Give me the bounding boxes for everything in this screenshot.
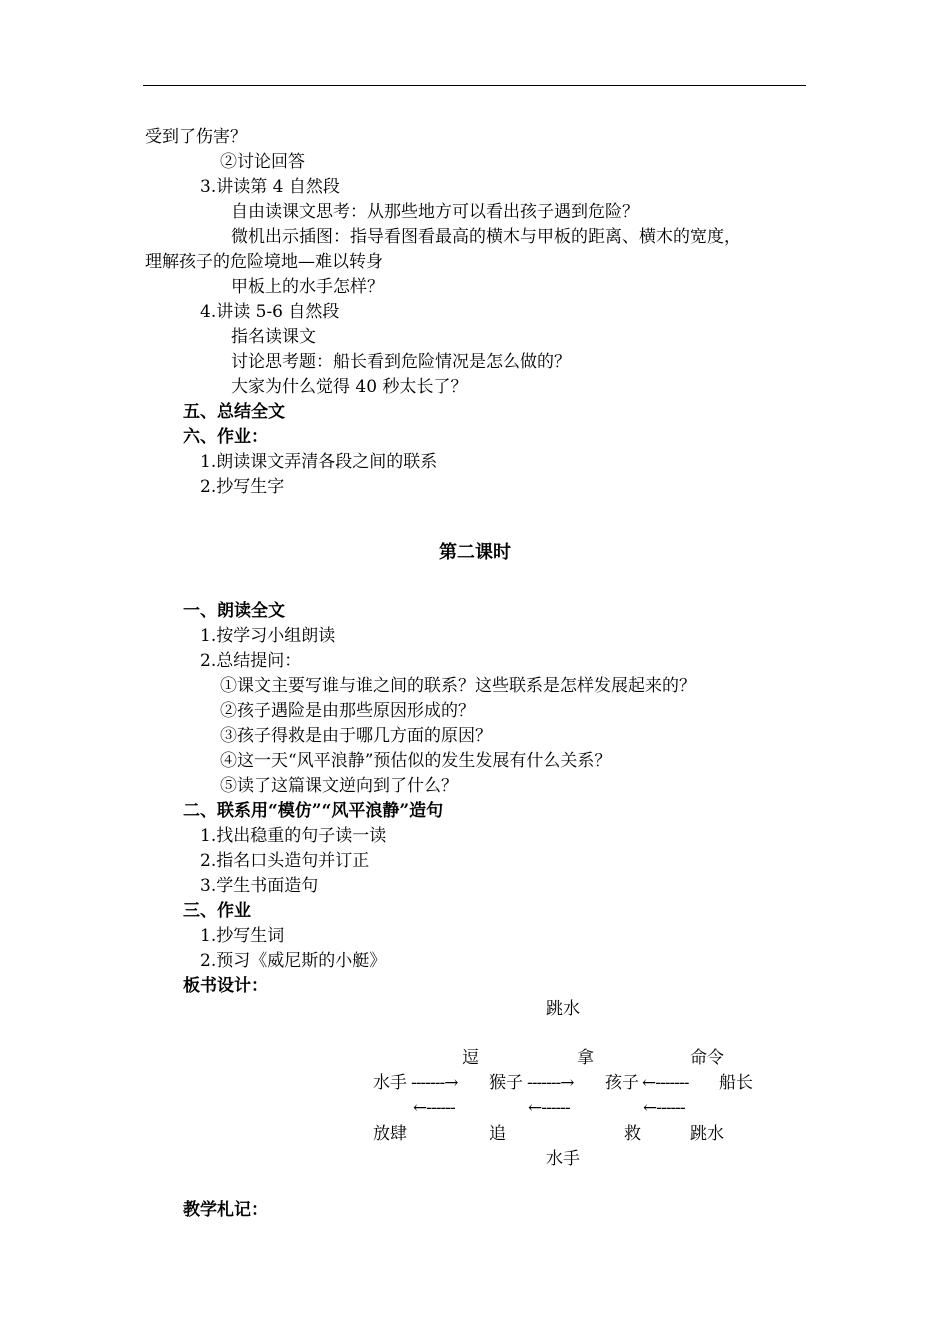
text-line: 2.指名口头造句并订正 [200,851,370,871]
text-line: 受到了伤害？ [145,127,247,147]
heading-part: 造句 [409,801,444,821]
board-label-tiaoshui: 跳水 [690,1124,724,1144]
board-node-chuanzhang: 船长 [719,1073,753,1093]
text-line: 1.抄写生词 [200,926,285,946]
section-heading: 三、作业 [183,901,251,921]
text-line: ①课文主要写谁与谁之间的联系？这些联系是怎样发展起来的？ [220,676,696,696]
heading-part: “模仿” [268,801,322,821]
text-line: 4.讲读 5-6 自然段 [200,302,340,322]
board-label-mingling: 命令 [690,1048,724,1068]
text-line: 2.预习《威尼斯的小艇》 [200,951,387,971]
section-heading: 一、朗读全文 [183,601,285,621]
text-line: ⑤读了这篇课文逆向到了什么？ [220,776,458,796]
text-line: 3.讲读第 4 自然段 [200,177,340,197]
board-label-dou: 逗 [462,1048,479,1068]
board-node-haizi: 孩子 [605,1073,639,1093]
board-label-na: 拿 [577,1048,594,1068]
arrow-back: ←------ [643,1098,685,1118]
text-line: 理解孩子的危险境地—难以转身 [145,252,383,272]
text-line: ③孩子得救是由于哪几方面的原因？ [220,726,492,746]
header-rule [143,85,806,86]
text-line: 讨论思考题：船长看到危险情况是怎么做的？ [231,352,571,372]
arrow-back: ←------ [528,1098,570,1118]
text-line: 甲板上的水手怎样？ [231,277,384,297]
text-line: 2.抄写生字 [200,477,285,497]
section-heading [183,799,443,824]
lesson-title: 第二课时 [439,542,511,563]
text-line: 指名读课文 [231,327,316,347]
text-line: 1.朗读课文弄清各段之间的联系 [200,452,438,472]
arrow-right: -------→ [411,1073,458,1093]
text-line: ②孩子遇险是由那些原因形成的？ [220,701,475,721]
text-line: 1.找出稳重的句子读一读 [200,826,387,846]
board-node-houzi: 猴子 [489,1073,523,1093]
board-top-label: 跳水 [546,999,580,1019]
arrow-back: ←------ [413,1098,455,1118]
board-design-heading: 板书设计： [183,976,268,996]
text-line: ②讨论回答 [220,152,305,172]
text-line: 1.按学习小组朗读 [200,626,336,646]
heading-part: “风平浪静” [321,801,410,821]
text-line: 微机出示插图：指导看图看最高的横木与甲板的距离、横木的宽度， [231,227,741,247]
arrow-left: ←------- [642,1073,689,1093]
board-label-fangsi: 放肆 [373,1124,407,1144]
section-heading: 六、作业： [183,427,268,447]
board-label-jiu: 救 [624,1124,641,1144]
board-node-shuishou: 水手 [373,1073,407,1093]
heading-part: 二、联系用 [183,801,268,821]
board-bottom-label: 水手 [546,1149,580,1169]
teaching-notes-heading: 教学札记： [183,1200,268,1220]
text-line: 自由读课文思考：从那些地方可以看出孩子遇到危险？ [231,202,639,222]
section-heading: 五、总结全文 [183,402,285,422]
text-line: 2.总结提问： [200,651,302,671]
text-line: ④这一天“风平浪静”预估似的发生发展有什么关系？ [220,751,612,771]
text-line: 大家为什么觉得 40 秒太长了？ [231,377,468,397]
board-label-zhui: 追 [489,1124,506,1144]
arrow-right: -------→ [527,1073,574,1093]
text-line: 3.学生书面造句 [200,876,319,896]
